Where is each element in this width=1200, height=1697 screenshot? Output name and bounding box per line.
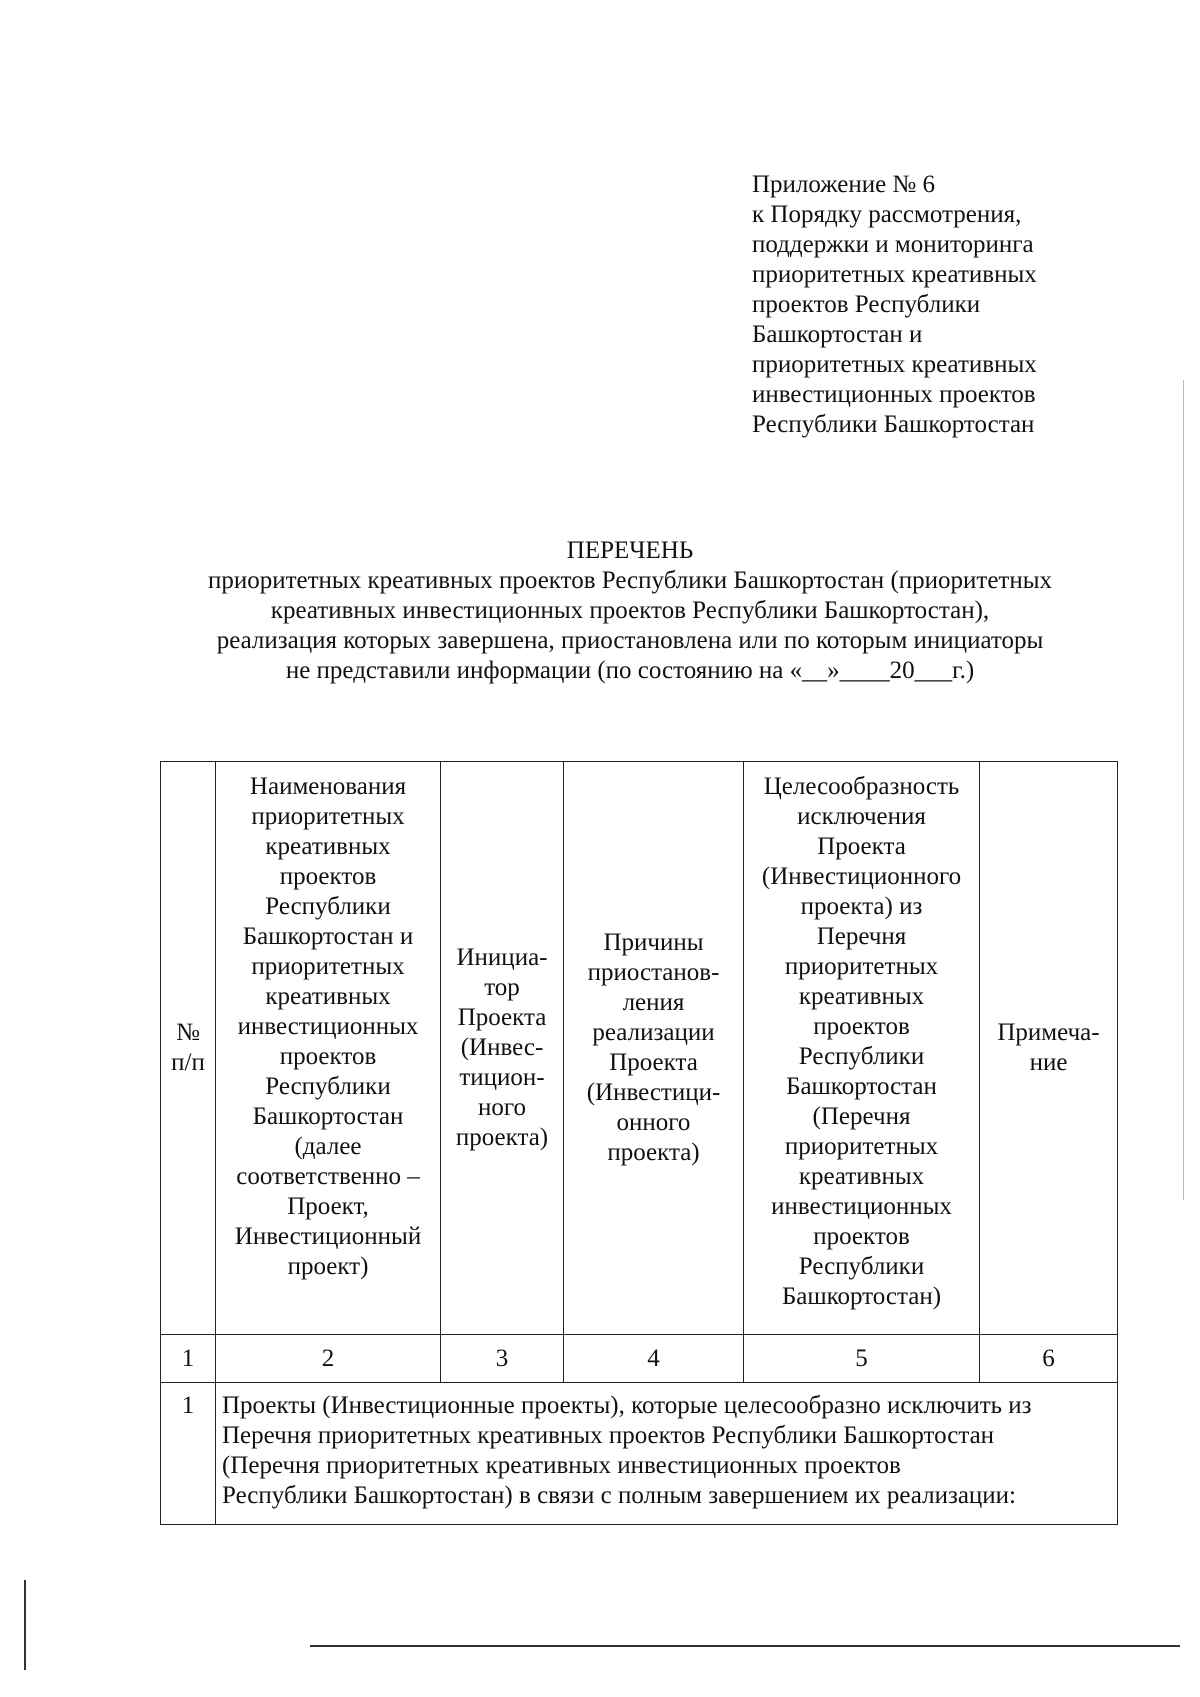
text-line: № [176,1019,200,1046]
header-note [980,762,1118,1335]
table-header-row [161,762,1118,1335]
header-number [161,762,216,1335]
text-line: (Перечня приоритетных креативных инвестиционных проектов [222,1452,901,1479]
text-line: креативных [265,833,391,860]
appendix-line: Приложение № 6 [752,171,936,198]
appendix-line: поддержки и мониторинга [752,231,1034,258]
text-line: Республики [798,1253,925,1280]
appendix-line: приоритетных креативных [752,351,1037,378]
appendix-line: Республики Башкортостан [752,411,1035,438]
text-line: Инвестиционный [234,1223,422,1250]
text-line: Проекта [609,1049,698,1076]
text-line: Причины [603,929,704,956]
text-line: Республики [798,1043,925,1070]
text-line: Проекта [457,1004,547,1031]
right-edge-mark [1183,380,1184,1200]
section-number: 1 [161,1383,216,1525]
text-line: Перечня приоритетных креативных проектов Республики Башкортостан [222,1422,995,1449]
text-line: п/п [171,1049,205,1076]
title-line: креативных инвестиционных проектов Республики Башкортостан), [270,597,990,624]
appendix-line: приоритетных креативных [752,261,1037,288]
text-line: инвестиционных [771,1193,952,1220]
text-line: тицион- [459,1064,545,1091]
text-line: реализации [592,1019,715,1046]
section-description [216,1383,1118,1525]
header-initiator [441,762,564,1335]
section-row [161,1383,1118,1525]
text-line: тор [484,974,520,1001]
text-line: проектов [813,1223,910,1250]
header-project-name [216,762,441,1335]
text-line: Проект, [287,1193,369,1220]
text-line: Республики [265,893,391,920]
text-line: соответственно – [236,1163,420,1190]
text-line: (Инвестиционного [761,863,962,890]
text-line: ления [622,989,685,1016]
left-edge-mark [24,1580,26,1670]
column-number: 3 [441,1335,564,1383]
column-number: 5 [744,1335,980,1383]
text-line: инвестиционных [237,1013,419,1040]
text-line: исключения [797,803,926,830]
title-line: приоритетных креативных проектов Республики Башкортостан (приоритетных [207,567,1053,594]
text-line: креативных [798,983,925,1010]
header-suspension-reasons [564,762,744,1335]
text-line: Башкортостан) [781,1283,942,1310]
text-line: Республики Башкортостан) в связи с полным завершением их реализации: [222,1482,1017,1509]
text-line: Наименования [249,773,407,800]
text-line: Перечня [816,923,907,950]
header-exclusion-expediency [744,762,980,1335]
text-line: Инициа- [456,944,548,971]
text-line: Башкортостан [252,1103,404,1130]
column-number: 6 [980,1335,1118,1383]
text-line: Республики [265,1073,391,1100]
text-line: проектов [813,1013,910,1040]
text-line: приоритетных [251,953,405,980]
text-line: Башкортостан и [242,923,414,950]
text-line: Проекты (Инвестиционные проекты), которые целесообразно исключить из [222,1392,1032,1419]
appendix-line: к Порядку рассмотрения, [752,201,1022,228]
text-line: приоритетных [784,1133,939,1160]
projects-table [160,761,1118,1525]
text-line: ние [1029,1049,1068,1076]
text-line: проекта) из [800,893,923,920]
text-line: (далее [294,1133,362,1160]
text-line: проектов [279,1043,377,1070]
text-line: приоритетных [251,803,405,830]
text-line: ного [477,1094,526,1121]
text-line: креативных [798,1163,925,1190]
appendix-block [752,170,1132,440]
text-line: онного [616,1109,691,1136]
appendix-line: Башкортостан и [752,321,923,348]
text-line: проект) [287,1253,369,1280]
column-numbers-row [161,1335,1118,1383]
text-line: (Инвес- [460,1034,544,1061]
document-title [140,536,1120,686]
column-number: 1 [161,1335,216,1383]
title-line: не представили информации (по состоянию на «__»____20___г.) [285,657,975,684]
text-line: приоритетных [784,953,939,980]
text-line: приостанов- [587,959,720,986]
text-line: Примеча- [997,1019,1100,1046]
title-line: реализация которых завершена, приостановлена или по которым инициаторы [216,627,1044,654]
text-line: (Инвестици- [586,1079,721,1106]
column-number: 2 [216,1335,441,1383]
bottom-rule [310,1645,1180,1647]
appendix-line: инвестиционных проектов [752,381,1036,408]
text-line: Проекта [817,833,906,860]
text-line: проекта) [607,1139,700,1166]
text-line: креативных [265,983,391,1010]
text-line: проектов [279,863,377,890]
text-line: проекта) [455,1124,549,1151]
text-line: (Перечня [812,1103,911,1130]
appendix-line: проектов Республики [752,291,981,318]
title-heading: ПЕРЕЧЕНЬ [566,537,694,564]
text-line: Целесообразность [763,773,960,800]
column-number: 4 [564,1335,744,1383]
text-line: Башкортостан [786,1073,937,1100]
